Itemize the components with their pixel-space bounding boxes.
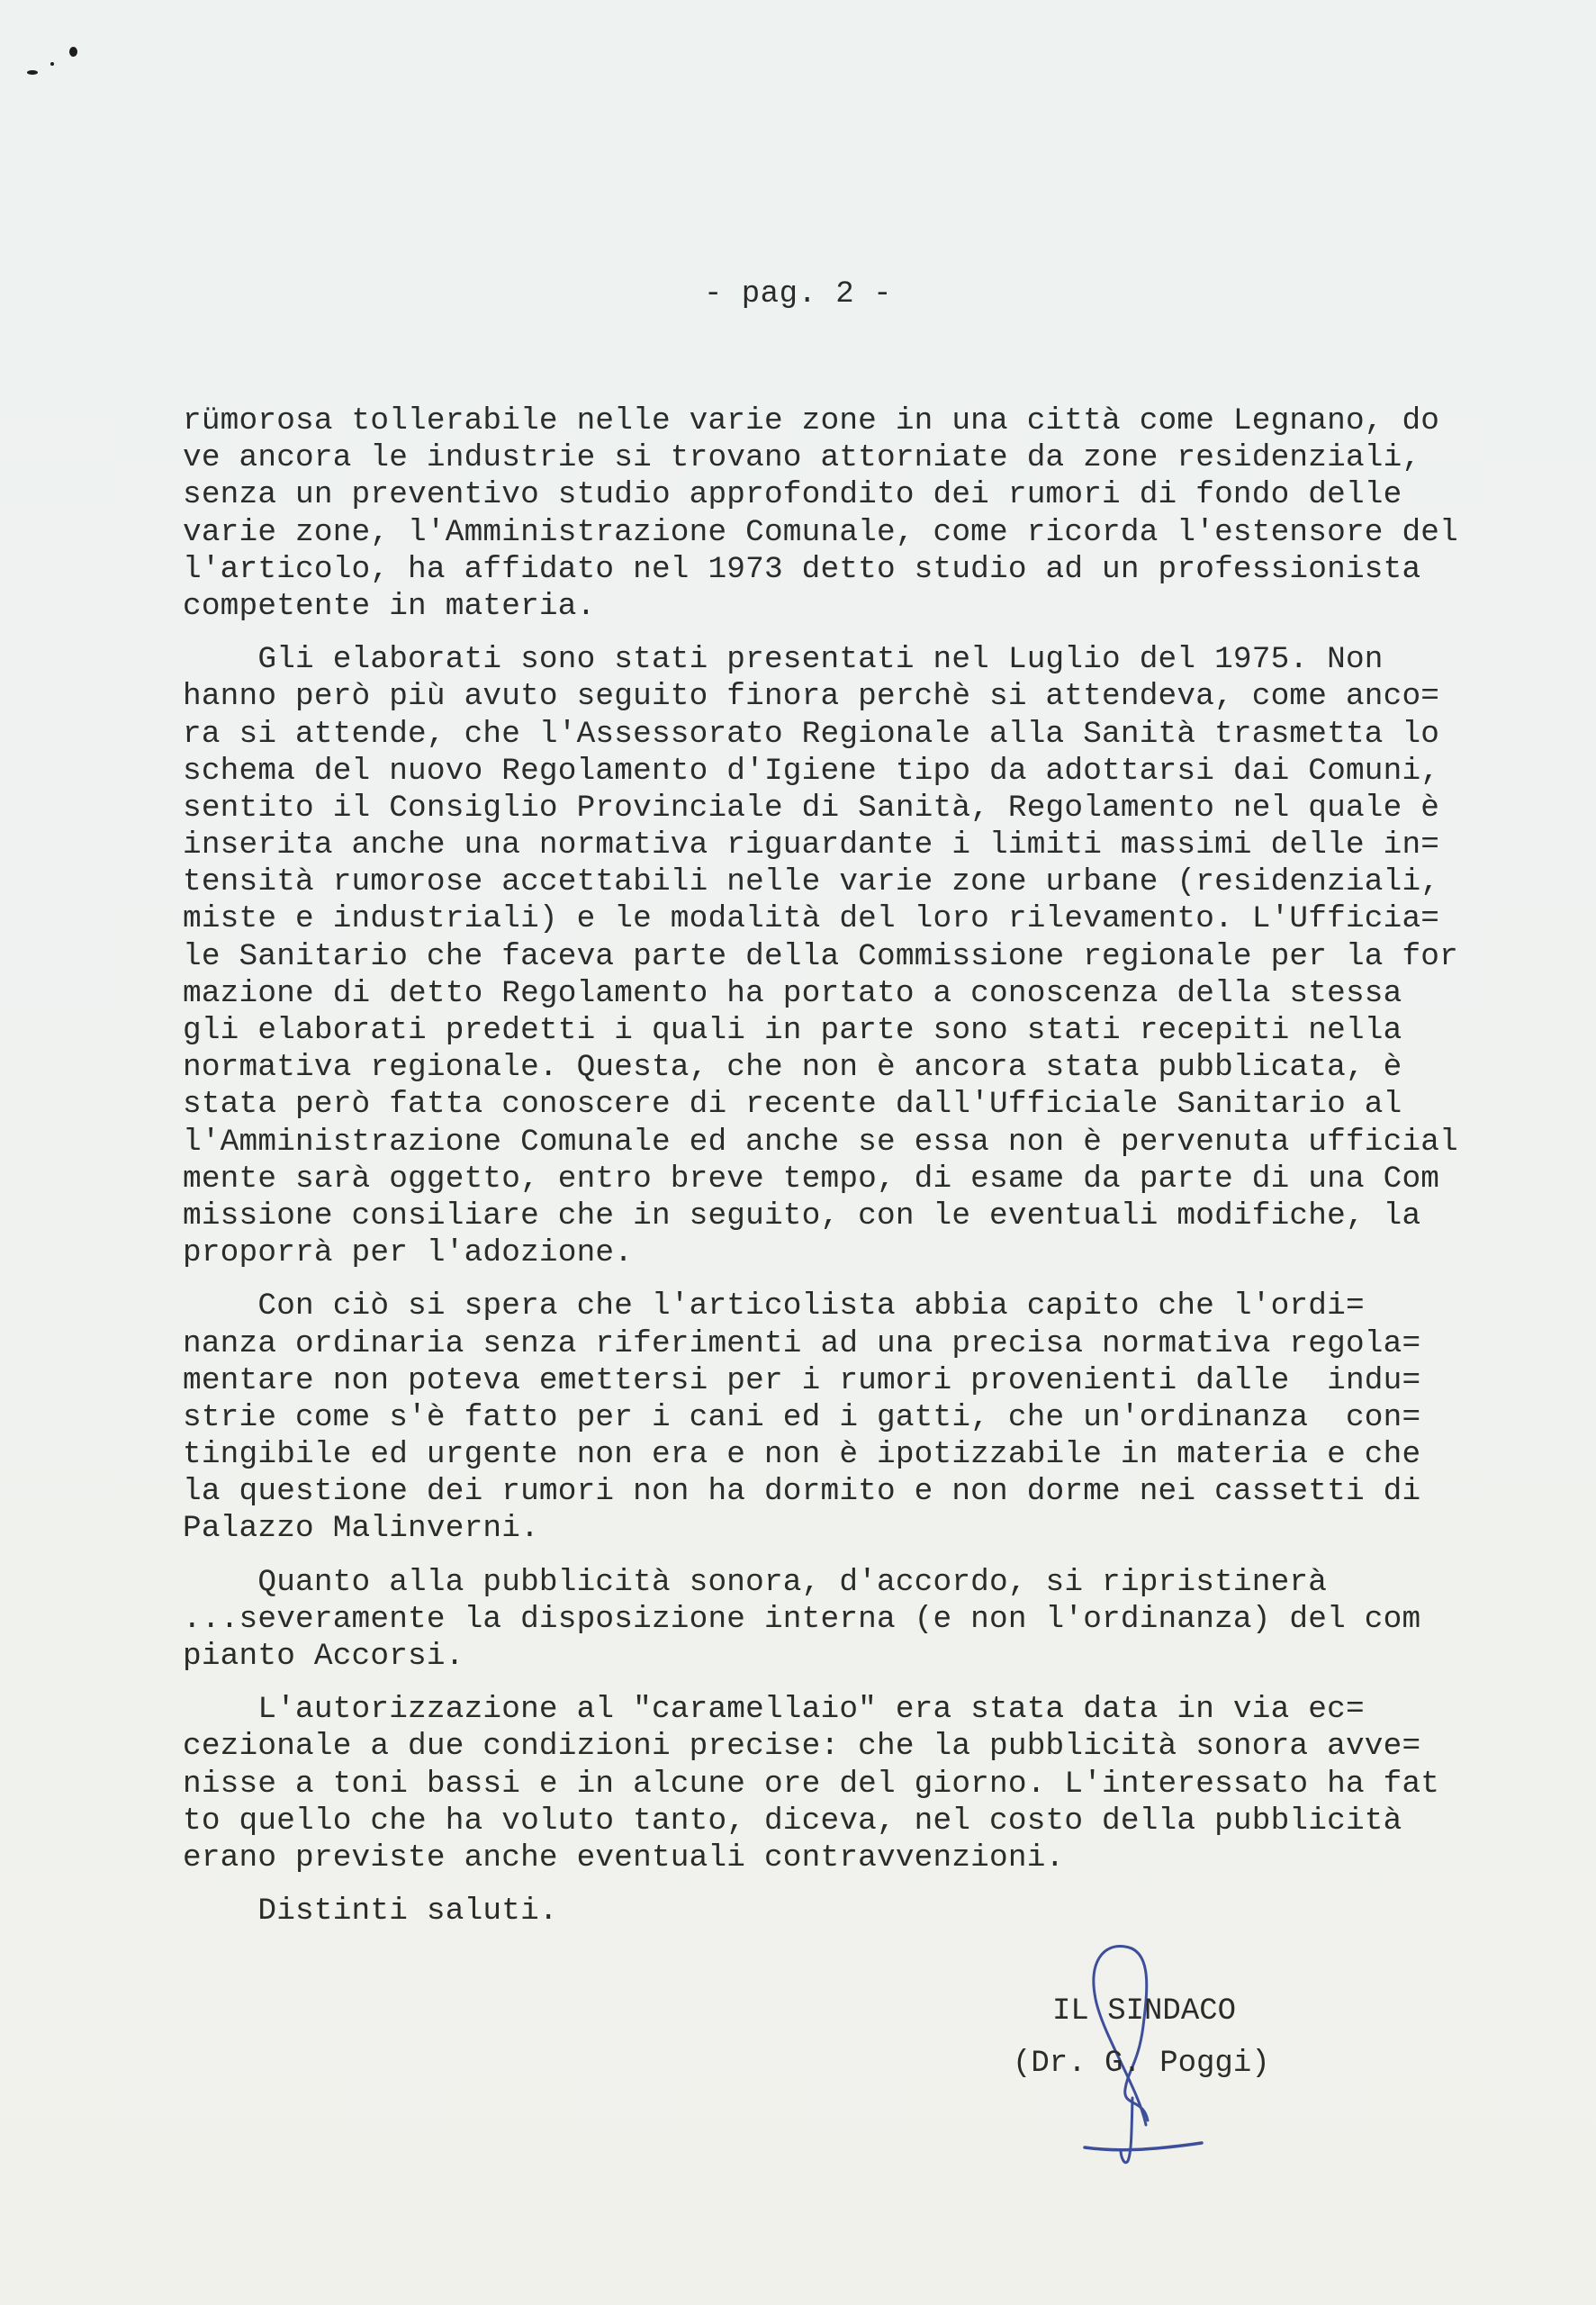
paragraph-gap bbox=[183, 1271, 1443, 1288]
text-line: Gli elaborati sono stati presentati nel Luglio del 1975. Non bbox=[183, 642, 1384, 678]
paragraph-gap bbox=[183, 1548, 1443, 1564]
text-line: Con ciò si spera che l'articolista abbia capito che l'ordi= bbox=[183, 1288, 1365, 1324]
text-line: to quello che ha voluto tanto, diceva, nel costo della pubblicità bbox=[183, 1803, 1402, 1839]
text-line: rümorosa tollerabile nelle varie zone in una città come Legnano, do bbox=[183, 403, 1440, 438]
text-line: tensità rumorose accettabili nelle varie zone urbane (residenziali, bbox=[183, 864, 1440, 900]
paragraph bbox=[183, 1691, 1443, 1876]
text-line: ...severamente la disposizione interna (e non l'ordinanza) del com bbox=[183, 1601, 1421, 1637]
ink-spot bbox=[27, 70, 38, 75]
text-line: mente sarà oggetto, entro breve tempo, di esame da parte di una Com bbox=[183, 1161, 1440, 1197]
text-line: mentare non poteva emettersi per i rumori provenienti dalle indu= bbox=[183, 1362, 1421, 1398]
text-line: miste e industriali) e le modalità del loro rilevamento. L'Ufficia= bbox=[183, 901, 1440, 937]
paragraph-gap bbox=[183, 625, 1443, 641]
text-line: Distinti saluti. bbox=[183, 1894, 558, 1930]
text-line: inserita anche una normativa riguardante i limiti massimi delle in= bbox=[183, 827, 1440, 863]
ink-spot bbox=[69, 47, 77, 57]
signatory-name: (Dr. G. Poggi) bbox=[1013, 2047, 1270, 2081]
text-line: erano previste anche eventuali contravvenzioni. bbox=[183, 1839, 1065, 1876]
text-line: mazione di detto Regolamento ha portato a conoscenza della stessa bbox=[183, 975, 1402, 1011]
paragraph-gap bbox=[183, 1876, 1443, 1893]
paragraph bbox=[183, 641, 1458, 1271]
text-line: pianto Accorsi. bbox=[183, 1639, 464, 1674]
text-line: nisse a toni bassi e in alcune ore del giorno. L'interessato ha fat bbox=[183, 1766, 1440, 1802]
paragraph-gap bbox=[183, 1675, 1443, 1691]
text-line: stata però fatta conoscere di recente dall'Ufficiale Sanitario al bbox=[183, 1087, 1402, 1123]
paragraph bbox=[183, 402, 1458, 625]
text-line: competente in materia. bbox=[183, 588, 596, 624]
text-line: la questione dei rumori non ha dormito e non dorme nei cassetti di bbox=[183, 1474, 1421, 1510]
letter-body bbox=[183, 402, 1458, 1930]
text-line: tingibile ed urgente non era e non è ipotizzabile in materia e che bbox=[183, 1437, 1421, 1473]
signatory-title: IL SINDACO bbox=[1052, 1994, 1237, 2029]
text-line: l'Amministrazione Comunale ed anche se essa non è pervenuta ufficial bbox=[183, 1124, 1458, 1160]
text-line: varie zone, l'Amministrazione Comunale, come ricorda l'estensore del bbox=[183, 514, 1458, 550]
ink-spot bbox=[50, 62, 54, 66]
page-number-header: - pag. 2 - bbox=[703, 277, 893, 312]
paragraph bbox=[183, 1564, 1443, 1676]
text-line: L'autorizzazione al "caramellaio" era stata data in via ec= bbox=[183, 1692, 1365, 1728]
text-line: nanza ordinaria senza riferimenti ad una precisa normativa regola= bbox=[183, 1325, 1421, 1361]
text-line: hanno però più avuto seguito finora perchè si attendeva, come anco= bbox=[183, 679, 1440, 715]
text-line: schema del nuovo Regolamento d'Igiene tipo da adottarsi dai Comuni, bbox=[183, 753, 1440, 789]
text-line: ra si attende, che l'Assessorato Regionale alla Sanità trasmetta lo bbox=[183, 716, 1440, 752]
text-line: Quanto alla pubblicità sonora, d'accordo, si ripristinerà bbox=[183, 1564, 1328, 1600]
text-line: Palazzo Malinverni. bbox=[183, 1511, 539, 1547]
text-line: senza un preventivo studio approfondito dei rumori di fondo delle bbox=[183, 477, 1402, 513]
text-line: sentito il Consiglio Provinciale di Sanità, Regolamento nel quale è bbox=[183, 790, 1440, 826]
text-line: normativa regionale. Questa, che non è ancora stata pubblicata, è bbox=[183, 1050, 1402, 1086]
signature-block bbox=[1013, 1985, 1270, 2090]
text-line: cezionale a due condizioni precise: che la pubblicità sonora avve= bbox=[183, 1729, 1421, 1765]
text-line: proporrà per l'adozione. bbox=[183, 1235, 634, 1271]
paragraph bbox=[183, 1893, 1443, 1930]
text-line: l'articolo, ha affidato nel 1973 detto studio ad un professionista bbox=[183, 551, 1421, 587]
text-line: strie come s'è fatto per i cani ed i gatti, che un'ordinanza con= bbox=[183, 1399, 1421, 1435]
text-line: gli elaborati predetti i quali in parte sono stati recepiti nella bbox=[183, 1013, 1402, 1048]
text-line: ve ancora le industrie si trovano attorniate da zone residenziali, bbox=[183, 440, 1421, 476]
text-line: missione consiliare che in seguito, con le eventuali modifiche, la bbox=[183, 1198, 1421, 1234]
paragraph bbox=[183, 1288, 1443, 1547]
text-line: le Sanitario che faceva parte della Commissione regionale per la for bbox=[183, 938, 1458, 974]
